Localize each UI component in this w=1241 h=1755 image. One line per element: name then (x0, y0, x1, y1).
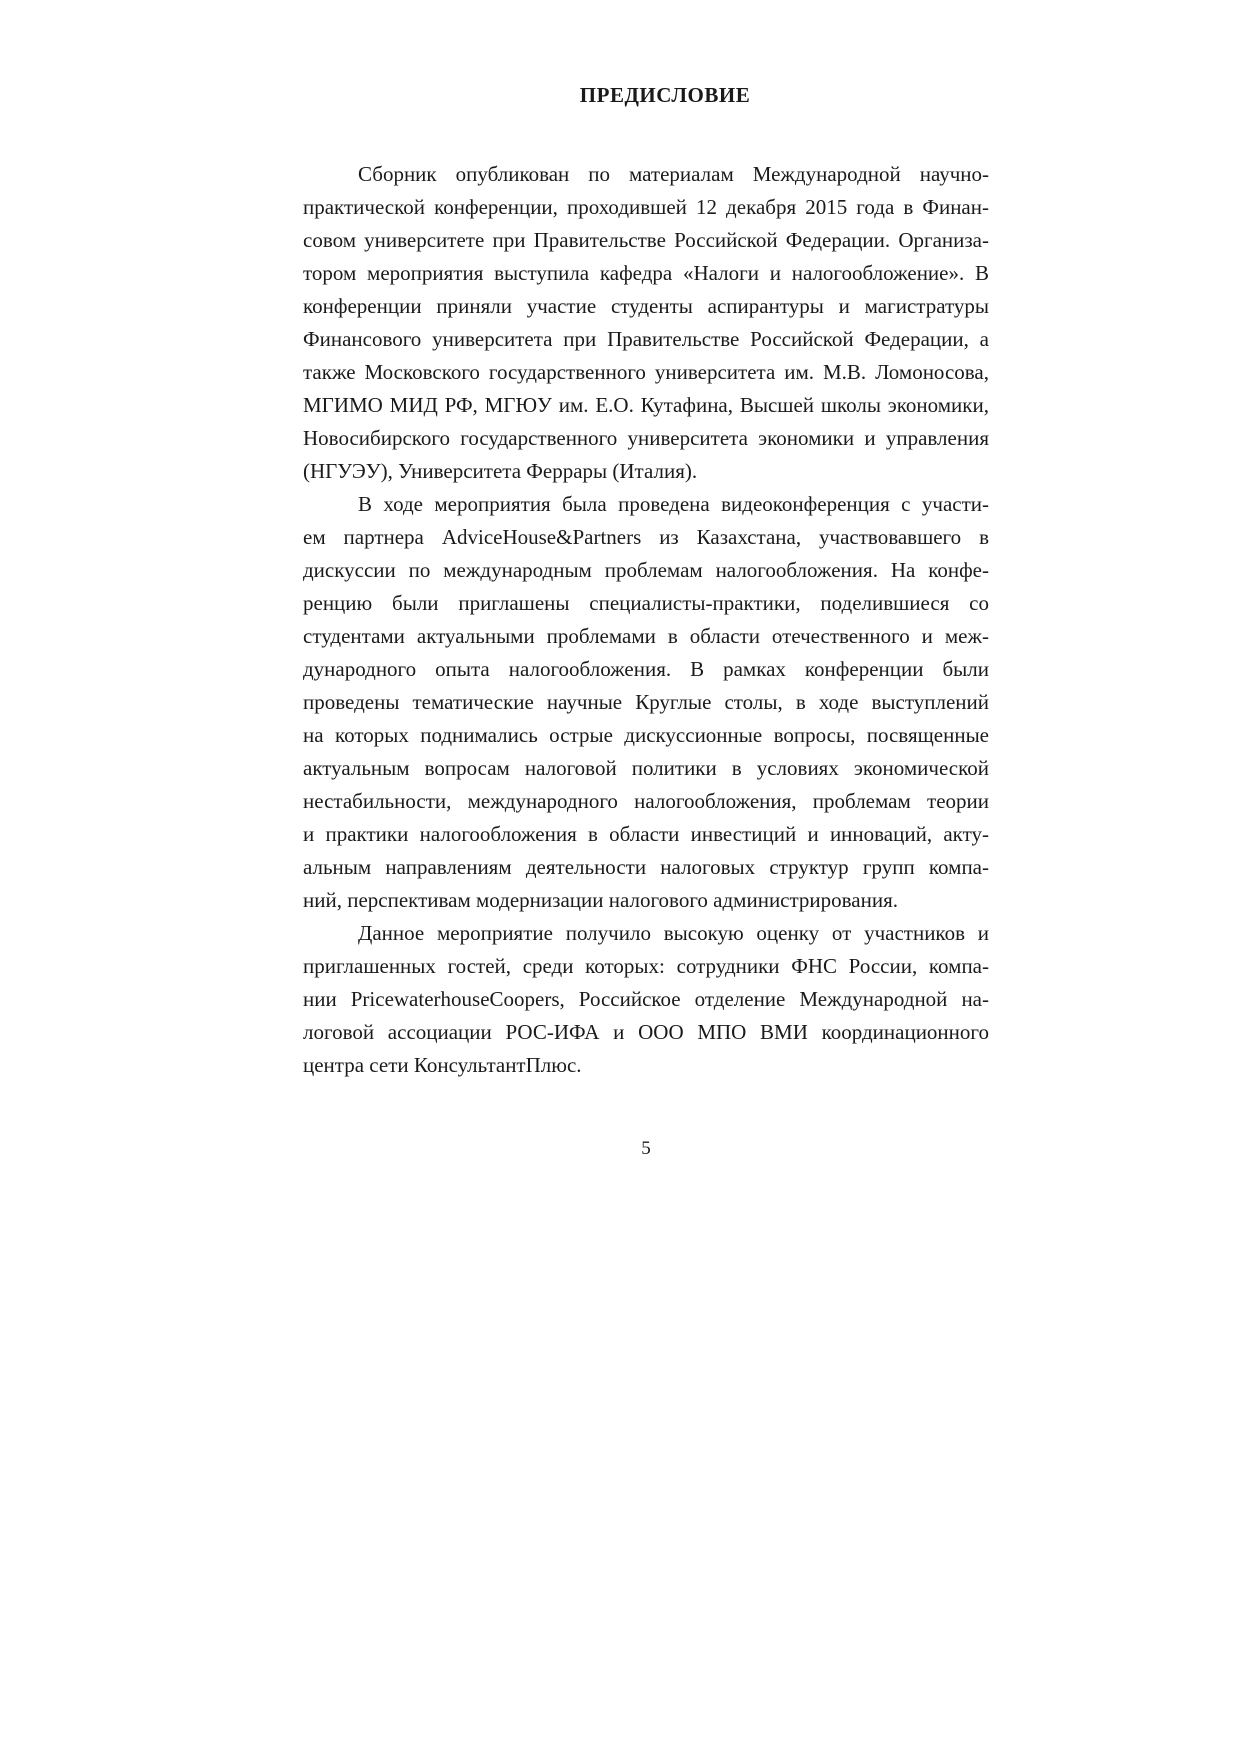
text-line: ренцию были приглашены специалисты-практики, поделившиеся со (303, 591, 989, 615)
text-line: практической конференции, проходившей 12 декабря 2015 года в Финан- (303, 195, 989, 219)
text-line: студентами актуальными проблемами в области отечественного и меж- (303, 624, 989, 648)
text-line: приглашенных гостей, среди которых: сотрудники ФНС России, компа- (303, 954, 989, 978)
text-line: ний, перспективам модернизации налогового администрирования. (303, 888, 899, 912)
page-number: 5 (641, 1138, 651, 1159)
text-line: Финансового университета при Правительстве Российской Федерации, а (303, 327, 989, 351)
text-line: конференции приняли участие студенты аспирантуры и магистратуры (303, 294, 989, 318)
text-line: дискуссии по международным проблемам налогообложения. На конфе- (303, 558, 989, 582)
text-line: на которых поднимались острые дискуссионные вопросы, посвященные (303, 723, 989, 747)
text-line: нии PricewaterhouseCoopers, Российское отделение Международной на- (303, 987, 989, 1011)
text-line: актуальным вопросам налоговой политики в условиях экономической (303, 756, 989, 780)
paragraph-3 (303, 917, 989, 1082)
body-text (303, 158, 989, 1082)
paragraph-2 (303, 488, 989, 917)
text-line: дународного опыта налогообложения. В рамках конференции были (303, 657, 989, 681)
text-line: логовой ассоциации РОС-ИФА и ООО МПО ВМИ координационного (303, 1020, 989, 1044)
text-line: (НГУЭУ), Университета Феррары (Италия). (303, 459, 698, 483)
text-line: и практики налогообложения в области инвестиций и инноваций, акту- (303, 822, 989, 846)
text-line: Сборник опубликован по материалам Международной научно- (358, 162, 989, 186)
text-line: альным направлениям деятельности налоговых структур групп компа- (303, 855, 989, 879)
paragraph-1 (303, 158, 989, 488)
text-line: Новосибирского государственного университета экономики и управления (303, 426, 989, 450)
text-line: В ходе мероприятия была проведена видеоконференция с участи- (358, 492, 989, 516)
text-line: ем партнера AdviceHouse&Partners из Казахстана, участвовавшего в (303, 525, 989, 549)
page-title: ПРЕДИСЛОВИЕ (579, 83, 751, 107)
text-line: совом университете при Правительстве Российской Федерации. Организа- (303, 228, 989, 252)
text-line: центра сети КонсультантПлюс. (303, 1053, 582, 1077)
text-line: проведены тематические научные Круглые столы, в ходе выступлений (303, 690, 989, 714)
text-line: тором мероприятия выступила кафедра «Налоги и налогообложение». В (303, 261, 989, 285)
text-line: Данное мероприятие получило высокую оценку от участников и (358, 921, 989, 945)
text-line: МГИМО МИД РФ, МГЮУ им. Е.О. Кутафина, Высшей школы экономики, (303, 393, 989, 417)
text-line: также Московского государственного университета им. М.В. Ломоносова, (303, 360, 989, 384)
text-line: нестабильности, международного налогообложения, проблемам теории (303, 789, 989, 813)
